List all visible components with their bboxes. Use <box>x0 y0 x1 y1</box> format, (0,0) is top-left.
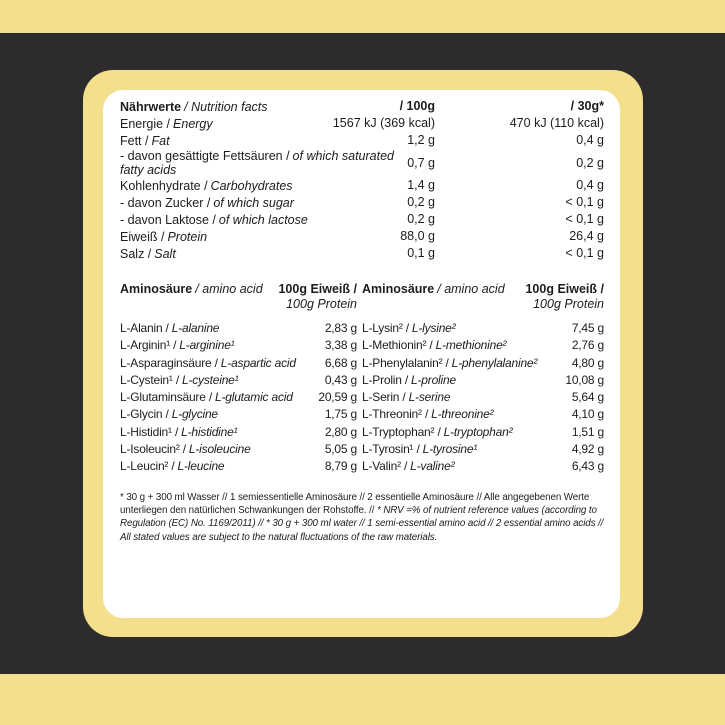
nutrition-table <box>120 98 604 262</box>
amino-value-header-line1: 100g Eiweiß / <box>278 282 357 296</box>
amino-header-title <box>120 282 263 311</box>
nutrition-table-header <box>120 98 604 115</box>
amino-acid-row <box>120 355 357 372</box>
amino-acid-name-en: L-serine <box>408 390 451 405</box>
nutrition-title-de: Nährwerte <box>120 99 182 114</box>
amino-acid-name-de: L-Prolin / <box>362 372 409 387</box>
nutrition-rows <box>120 115 604 262</box>
footnote-english: * NRV =% of nutrient reference values (according to Regulation (EC) No. 1169/2011) // * 30 g + 300 ml water // 1 semi-essential amino acid // 2 essential amino acids // All stated values are subject to the natural fluctuations of the raw materials. <box>120 505 604 543</box>
amino-acid-name-en: L-aspartic acid <box>220 355 296 370</box>
amino-acid-name-de: L-Histidin¹ / <box>120 424 179 439</box>
amino-acid-name-de: L-Isoleucin² / <box>120 442 186 457</box>
amino-header-title <box>362 282 505 311</box>
nutrition-title <box>120 100 268 114</box>
amino-title-de: Aminosäure <box>120 282 193 296</box>
amino-acid-name-de: L-Lysin² / <box>362 321 409 335</box>
nutrient-label <box>120 230 207 244</box>
value-per-30g: < 0,1 g <box>565 246 604 260</box>
amino-acid-name-de: L-Glutaminsäure / <box>120 390 212 405</box>
amino-acid-name-de: L-Tryptophan² / <box>362 424 441 439</box>
amino-acid-name-de: L-Leucin² / <box>120 459 175 474</box>
amino-acid-value: 2,80 g <box>324 424 357 439</box>
amino-acid-name-de: L-Methionin² / <box>362 338 433 353</box>
amino-column-left <box>120 282 357 476</box>
amino-acid-name-de: L-Arginin¹ / <box>120 338 177 353</box>
amino-acid-row <box>120 441 357 458</box>
nutrient-label <box>120 213 308 227</box>
nutrient-name-de: Kohlenhydrate / <box>120 178 208 193</box>
nutrition-row <box>120 149 604 177</box>
nutrient-label <box>120 134 170 148</box>
amino-acid-name-en: L-glycine <box>171 407 218 422</box>
nutrient-name-en: Salt <box>154 246 176 261</box>
amino-acid-name-de: L-Phenylalanin² / <box>362 355 449 370</box>
amino-acid-name-en: L-phenylalanine² <box>451 355 538 370</box>
nutrition-row <box>120 132 604 149</box>
amino-acid-value: 1,51 g <box>571 424 604 439</box>
footnote <box>120 491 604 545</box>
nutrition-row <box>120 177 604 194</box>
nutrient-name-en: Fat <box>151 133 170 148</box>
amino-acid-name-en: L-arginine¹ <box>179 338 235 353</box>
amino-header-value-label <box>525 282 604 311</box>
amino-acid-row <box>362 337 604 354</box>
nutrient-label <box>120 179 293 193</box>
amino-acid-row <box>362 355 604 372</box>
amino-value-header-line2: 100g Protein <box>533 296 604 311</box>
amino-acid-label <box>362 372 456 389</box>
value-per-30g: < 0,1 g <box>565 212 604 226</box>
amino-acid-name-en: L-lysine² <box>411 321 456 335</box>
nutrient-name-en: Energy <box>173 116 213 131</box>
value-per-100g: 0,7 g <box>407 155 435 170</box>
amino-acid-name-en: L-threonine² <box>431 407 494 422</box>
nutrient-label <box>120 117 213 131</box>
value-per-100g: 1567 kJ (369 kcal) <box>332 116 435 130</box>
amino-acid-value: 0,43 g <box>324 372 357 387</box>
bottom-yellow-band <box>0 674 725 725</box>
footnote-german: * 30 g + 300 ml Wasser // 1 semiessentielle Aminosäure // 2 essentielle Aminosäure // Alle angegebenen Werte unterliegen den natürlichen Schwankungen der Rohstoffe. // <box>120 491 590 517</box>
amino-acid-name-en: L-alanine <box>171 321 220 335</box>
amino-acid-value: 1,75 g <box>324 407 357 422</box>
value-per-100g: 1,4 g <box>407 178 435 192</box>
amino-acid-name-de: L-Serin / <box>362 390 406 405</box>
value-per-100g: 0,2 g <box>407 195 435 209</box>
amino-acid-row <box>362 424 604 441</box>
nutrition-title-en: / Nutrition facts <box>184 99 268 114</box>
amino-header-value-label <box>278 282 357 311</box>
amino-acid-label <box>362 424 512 441</box>
amino-acid-value: 4,10 g <box>571 407 604 422</box>
nutrient-name-en: of which sugar <box>213 195 294 210</box>
amino-acid-value: 2,83 g <box>324 321 357 335</box>
amino-acid-name-en: L-valine² <box>410 459 455 474</box>
amino-acid-label <box>362 320 455 337</box>
amino-acid-name-en: L-proline <box>411 372 456 387</box>
nutrition-row <box>120 211 604 228</box>
amino-acid-value: 5,05 g <box>324 442 357 457</box>
amino-value-header-line1: 100g Eiweiß / <box>525 282 604 296</box>
amino-column-right <box>362 282 604 476</box>
amino-acid-value: 3,38 g <box>324 338 357 353</box>
amino-acid-value: 6,68 g <box>324 355 357 370</box>
amino-title-en: / amino acid <box>195 282 263 296</box>
amino-acid-label <box>120 424 237 441</box>
amino-acid-label <box>120 458 224 475</box>
nutrient-name-de: - davon gesättigte Fettsäuren / <box>120 149 290 163</box>
amino-acid-name-en: L-tyrosine¹ <box>422 442 478 457</box>
amino-acid-label <box>362 406 493 423</box>
nutrient-name-de: Eiweiß / <box>120 229 165 244</box>
amino-acid-name-en: L-tryptophan² <box>443 424 513 439</box>
nutrition-panel <box>103 90 620 618</box>
amino-header-left <box>120 282 357 311</box>
amino-acid-label <box>120 372 238 389</box>
amino-rows-left <box>120 320 357 476</box>
amino-acid-name-en: L-methionine² <box>435 338 507 353</box>
amino-acid-value: 20,59 g <box>318 390 357 405</box>
nutrition-row <box>120 228 604 245</box>
value-per-30g: 0,2 g <box>576 155 604 170</box>
amino-acid-name-en: L-glutamic acid <box>214 390 293 405</box>
amino-acid-name-de: L-Cystein¹ / <box>120 372 179 387</box>
nutrient-name-de: Fett / <box>120 133 149 148</box>
amino-acid-label <box>362 441 477 458</box>
amino-acid-row <box>120 458 357 475</box>
amino-acid-value: 6,43 g <box>571 459 604 474</box>
top-yellow-band <box>0 0 725 33</box>
amino-acid-row <box>362 441 604 458</box>
amino-acid-label <box>120 406 218 423</box>
value-per-30g: 0,4 g <box>576 178 604 192</box>
amino-acid-name-en: L-leucine <box>177 459 225 474</box>
amino-acid-label <box>362 355 537 372</box>
amino-acid-label <box>362 458 454 475</box>
nutrient-name-en: Carbohydrates <box>210 178 293 193</box>
amino-acid-row <box>362 389 604 406</box>
amino-acid-row <box>362 320 604 337</box>
nutrient-name-de: Energie / <box>120 116 171 131</box>
amino-acid-name-de: L-Threonin² / <box>362 407 429 422</box>
value-per-30g: 26,4 g <box>569 229 604 243</box>
amino-acid-row <box>120 389 357 406</box>
amino-acid-name-de: L-Asparaginsäure / <box>120 355 218 370</box>
amino-acid-label <box>120 337 234 354</box>
nutrition-row <box>120 245 604 262</box>
amino-acid-value: 5,64 g <box>571 390 604 405</box>
amino-acid-value: 4,80 g <box>571 355 604 370</box>
amino-title-en: / amino acid <box>437 282 505 296</box>
amino-acid-name-en: L-isoleucine <box>188 442 251 457</box>
amino-acid-row <box>120 406 357 423</box>
amino-acid-label <box>120 320 219 337</box>
amino-acid-section <box>120 282 604 476</box>
nutrient-name-de: Salz / <box>120 246 152 261</box>
amino-acid-value: 8,79 g <box>324 459 357 474</box>
column-header-100g: / 100g <box>399 99 435 113</box>
value-per-100g: 0,1 g <box>407 246 435 260</box>
amino-acid-row <box>362 372 604 389</box>
amino-acid-name-en: L-cysteine¹ <box>181 372 239 387</box>
amino-acid-label <box>362 337 506 354</box>
amino-value-header-line2: 100g Protein <box>286 296 357 311</box>
nutrient-name-de: - davon Laktose / <box>120 212 216 227</box>
amino-acid-label <box>120 355 296 372</box>
value-per-100g: 1,2 g <box>407 133 435 147</box>
nutrient-label <box>120 149 397 177</box>
amino-title-de: Aminosäure <box>362 282 435 296</box>
amino-rows-right <box>362 320 604 476</box>
nutrient-name-de: - davon Zucker / <box>120 195 211 210</box>
amino-acid-value: 10,08 g <box>565 372 604 387</box>
nutrient-label <box>120 247 176 261</box>
amino-acid-name-de: L-Tyrosin¹ / <box>362 442 420 457</box>
amino-header-right <box>362 282 604 311</box>
amino-acid-value: 4,92 g <box>571 442 604 457</box>
amino-acid-value: 2,76 g <box>571 338 604 353</box>
column-header-30g: / 30g* <box>570 99 604 113</box>
amino-acid-label <box>120 389 293 406</box>
nutrient-name-en: of which saturated fatty acids <box>120 149 394 177</box>
label-card <box>83 70 643 637</box>
nutrient-name-en: of which lactose <box>218 212 308 227</box>
amino-acid-label <box>362 389 450 406</box>
amino-acid-row <box>120 320 357 337</box>
amino-acid-row <box>362 458 604 475</box>
value-per-30g: < 0,1 g <box>565 195 604 209</box>
nutrition-row <box>120 194 604 211</box>
nutrient-label <box>120 196 294 210</box>
nutrient-name-en: Protein <box>167 229 208 244</box>
amino-acid-name-de: L-Valin² / <box>362 459 408 474</box>
value-per-30g: 0,4 g <box>576 133 604 147</box>
amino-acid-name-en: L-histidine¹ <box>181 424 238 439</box>
nutrition-row <box>120 115 604 132</box>
amino-acid-name-de: L-Alanin / <box>120 321 169 335</box>
amino-acid-name-de: L-Glycin / <box>120 407 169 422</box>
amino-acid-row <box>120 337 357 354</box>
amino-acid-row <box>120 372 357 389</box>
amino-acid-row <box>120 424 357 441</box>
amino-acid-label <box>120 441 251 458</box>
value-per-100g: 88,0 g <box>400 229 435 243</box>
amino-acid-row <box>362 406 604 423</box>
value-per-30g: 470 kJ (110 kcal) <box>509 116 604 130</box>
value-per-100g: 0,2 g <box>407 212 435 226</box>
amino-acid-value: 7,45 g <box>571 321 604 335</box>
